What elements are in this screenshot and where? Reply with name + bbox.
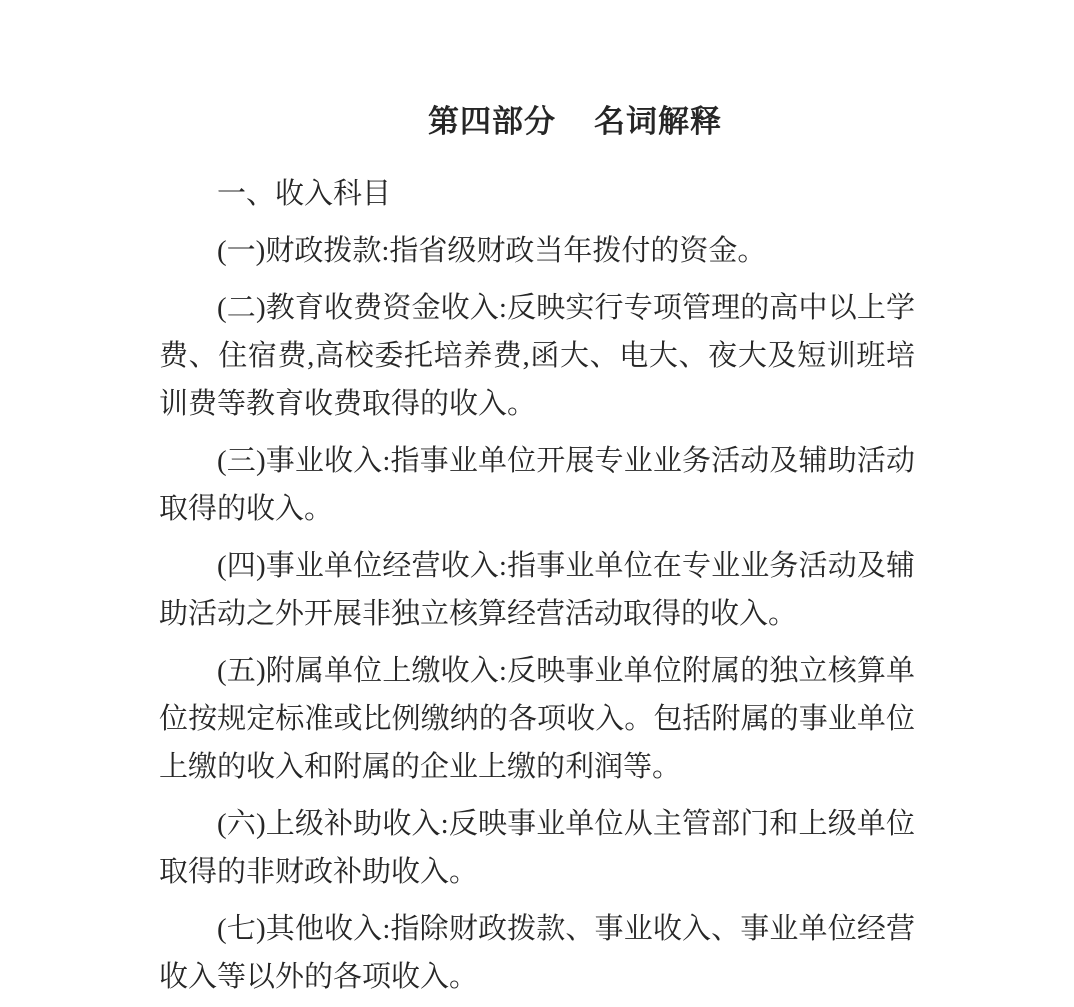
document-content-column	[159, 0, 915, 1001]
term-education-fee-income: (二)教育收费资金收入:反映实行专项管理的高中以上学费、住宿费,高校委托培养费,函大、电大、夜大及短训班培训费等教育收费取得的收入。	[159, 292, 915, 420]
document-body	[159, 170, 915, 1001]
term-institution-income: (三)事业收入:指事业单位开展专业业务活动及辅助活动取得的收入。	[159, 445, 915, 525]
term-institution-operating-income: (四)事业单位经营收入:指事业单位在专业业务活动及辅助活动之外开展非独立核算经营活动取得的收入。	[159, 550, 915, 630]
term-superior-subsidy-income: (六)上级补助收入:反映事业单位从主管部门和上级单位取得的非财政补助收入。	[159, 808, 915, 888]
term-other-income: (七)其他收入:指除财政拨款、事业收入、事业单位经营收入等以外的各项收入。	[159, 913, 915, 993]
document-title	[159, 100, 915, 144]
document-title-section-number: 第四部分	[428, 104, 556, 139]
term-subordinate-unit-remitted-income: (五)附属单位上缴收入:反映事业单位附属的独立核算单位按规定标准或比例缴纳的各项收入。包括附属的事业单位上缴的收入和附属的企业上缴的利润等。	[159, 655, 915, 783]
document-title-section-name: 名词解释	[594, 104, 722, 139]
section-heading-income-categories: 一、收入科目	[217, 178, 392, 210]
term-fiscal-appropriation: (一)财政拨款:指省级财政当年拨付的资金。	[217, 235, 767, 267]
